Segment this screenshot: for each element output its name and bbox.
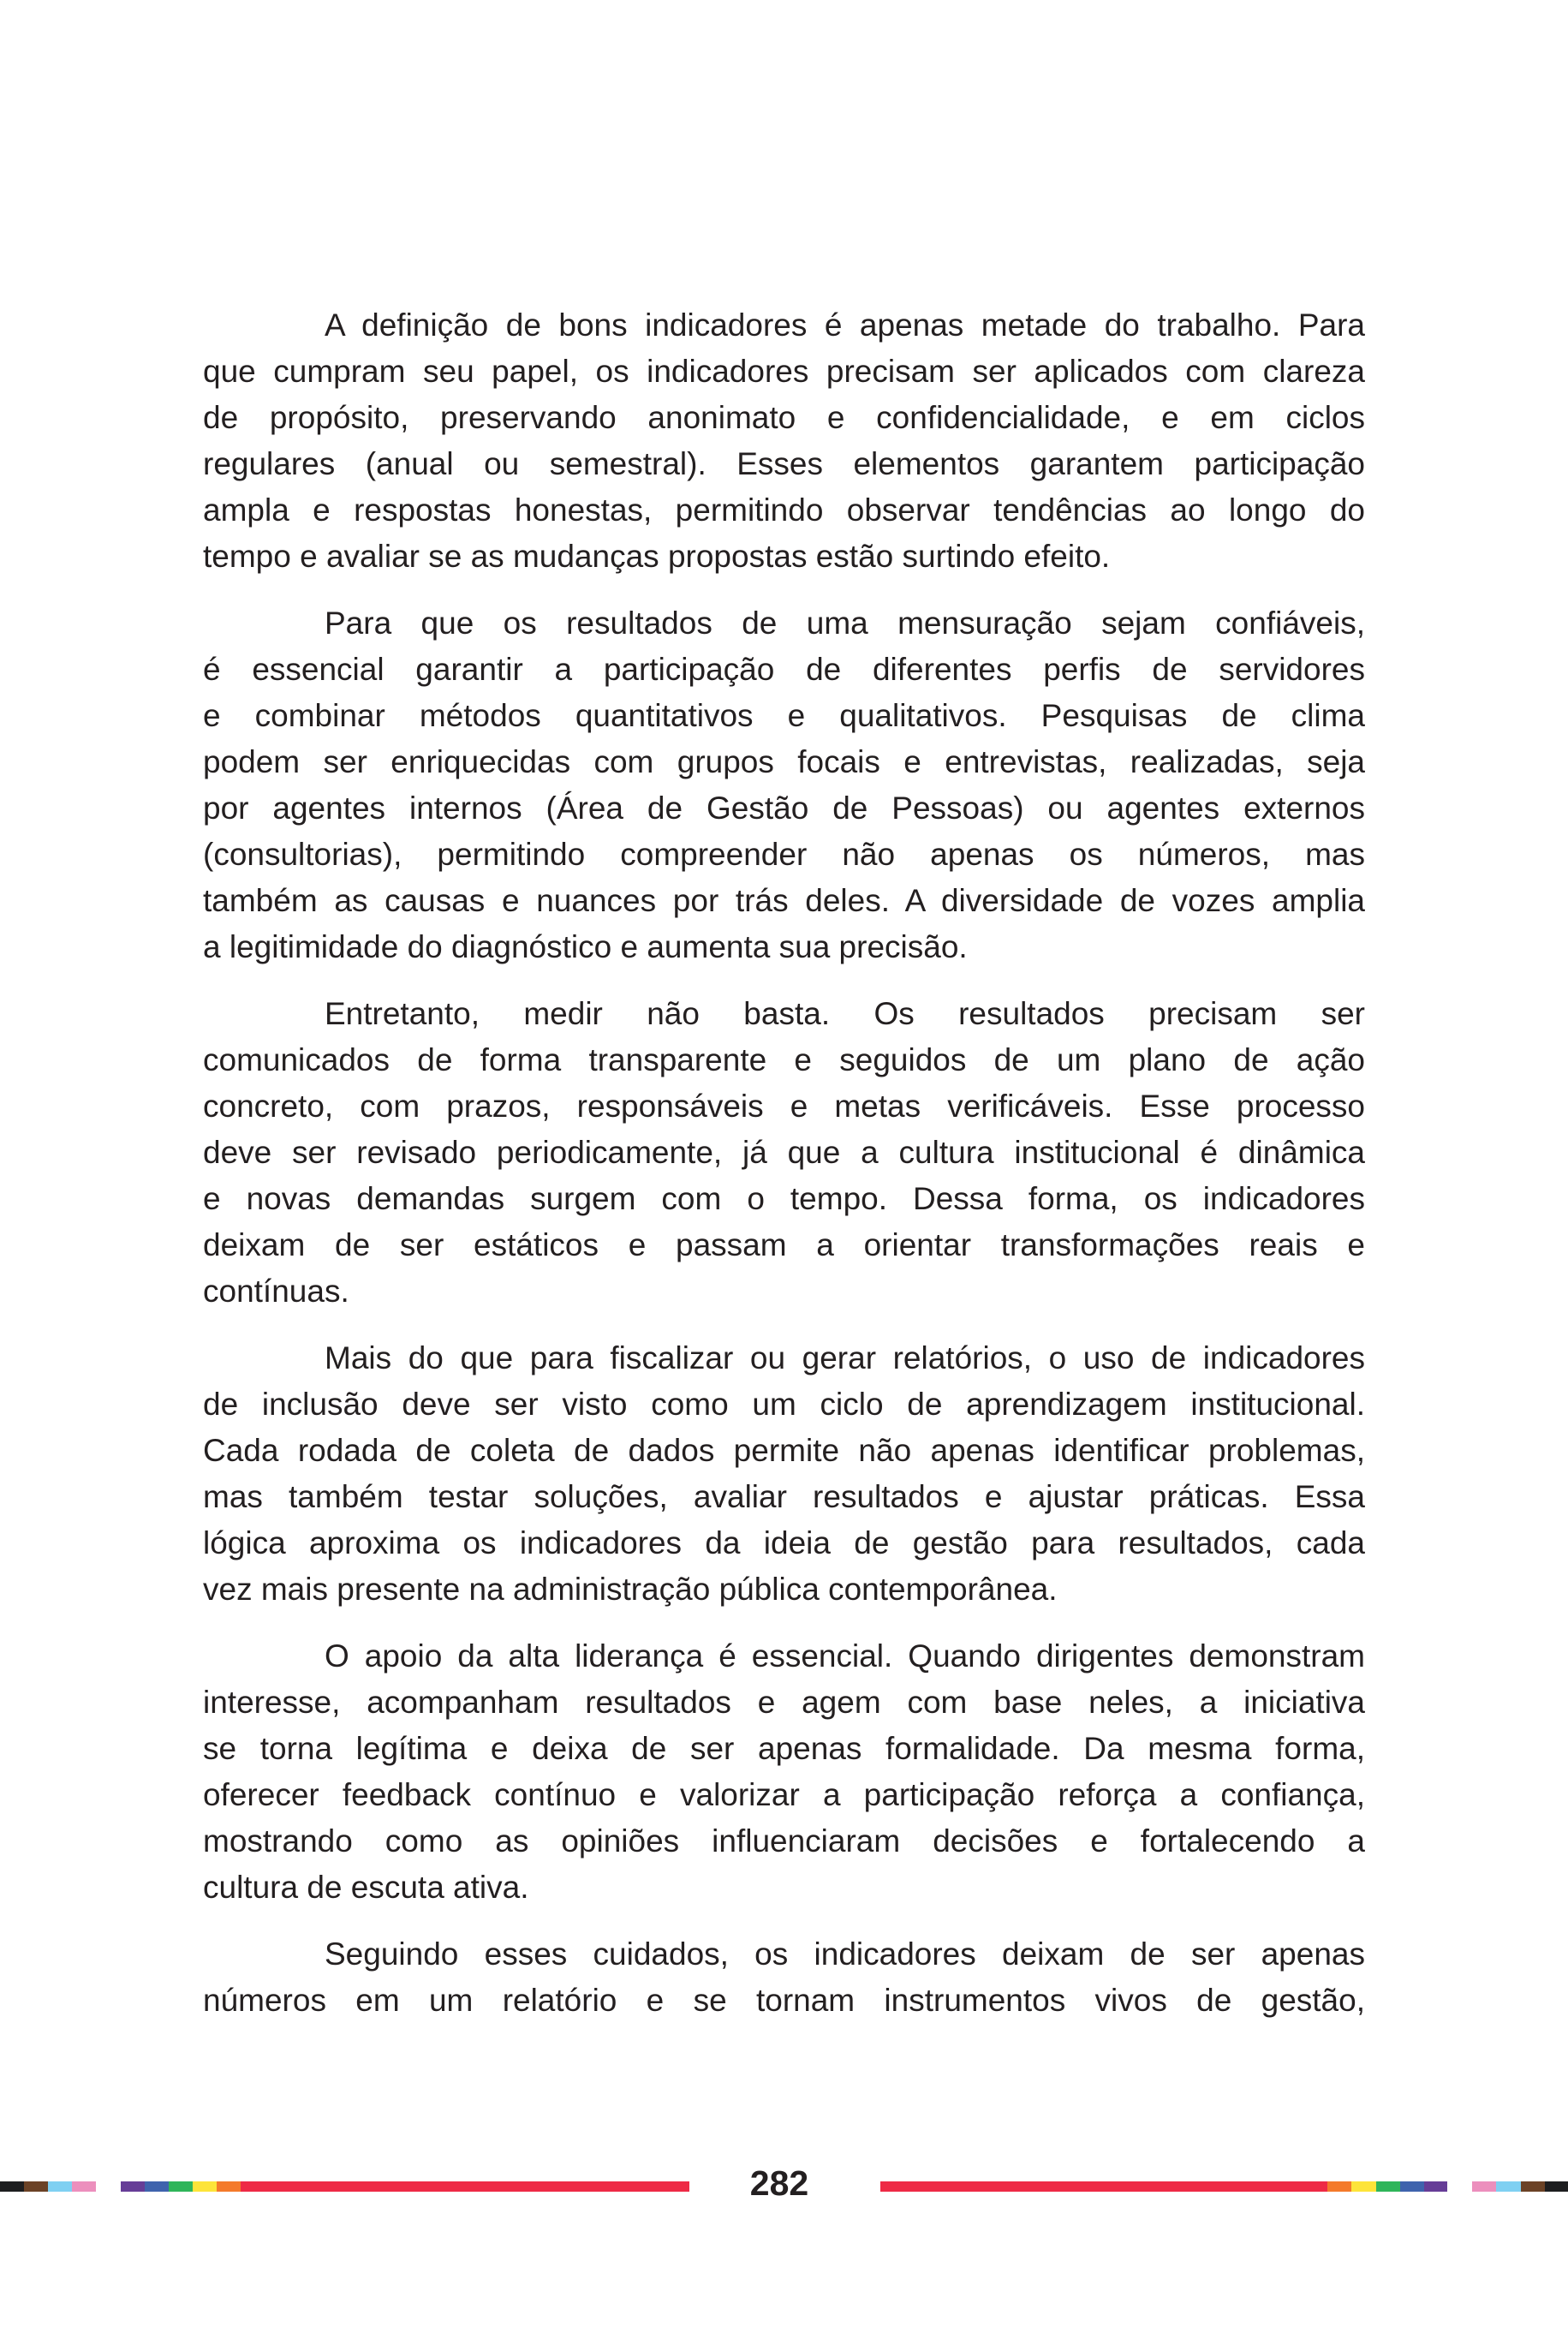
- text-line: e combinar métodos quantitativos e qualitativos. Pesquisas de clima: [203, 698, 1365, 733]
- text-line: Entretanto, medir não basta. Os resultados precisam ser: [325, 996, 1365, 1031]
- color-segment-yellow: [193, 2181, 217, 2192]
- color-segment-pink: [1472, 2181, 1496, 2192]
- text-line: regulares (anual ou semestral). Esses elementos garantem participação: [203, 446, 1365, 481]
- text-line: ampla e respostas honestas, permitindo observar tendências ao longo do: [203, 492, 1365, 528]
- color-segment-black: [0, 2181, 24, 2192]
- color-segment-purple: [1424, 2181, 1447, 2192]
- text-line: A definição de bons indicadores é apenas metade do trabalho. Para: [325, 307, 1365, 343]
- text-line: tempo e avaliar se as mudanças propostas estão surtindo efeito.: [203, 539, 1111, 574]
- color-segment-purple: [121, 2181, 145, 2192]
- paragraph-1: [203, 302, 1365, 580]
- color-segment-green: [169, 2181, 193, 2192]
- color-segment-pink: [72, 2181, 96, 2192]
- text-line: (consultorias), permitindo compreender não apenas os números, mas: [203, 837, 1365, 872]
- text-line: O apoio da alta liderança é essencial. Quando dirigentes demonstram: [325, 1638, 1365, 1674]
- paragraph-6: [203, 1931, 1365, 2024]
- text-line: por agentes internos (Área de Gestão de Pessoas) ou agentes externos: [203, 791, 1365, 826]
- footer-color-bar-right: [880, 2181, 1568, 2192]
- text-line: comunicados de forma transparente e seguidos de um plano de ação: [203, 1042, 1365, 1077]
- text-line: mas também testar soluções, avaliar resultados e ajustar práticas. Essa: [203, 1479, 1365, 1514]
- page-number: 282: [749, 2163, 809, 2203]
- color-segment-blue: [1400, 2181, 1424, 2192]
- text-line: de inclusão deve ser visto como um ciclo de aprendizagem institucional.: [203, 1387, 1365, 1422]
- text-line: mostrando como as opiniões influenciaram decisões e fortalecendo a: [203, 1823, 1365, 1859]
- color-segment-red: [880, 2181, 1327, 2192]
- text-line: de propósito, preservando anonimato e confidencialidade, e em ciclos: [203, 400, 1365, 435]
- text-line: Seguindo esses cuidados, os indicadores deixam de ser apenas: [325, 1936, 1365, 1972]
- text-line: Para que os resultados de uma mensuração sejam confiáveis,: [325, 606, 1365, 641]
- color-segment-yellow: [1351, 2181, 1376, 2192]
- text-line: números em um relatório e se tornam instrumentos vivos de gestão,: [203, 1983, 1365, 2018]
- color-segment-orange: [217, 2181, 241, 2192]
- color-segment-orange: [1327, 2181, 1351, 2192]
- text-line: contínuas.: [203, 1274, 349, 1309]
- color-segment-light-blue: [1496, 2181, 1521, 2192]
- text-line: lógica aproxima os indicadores da ideia de gestão para resultados, cada: [203, 1525, 1365, 1560]
- footer-color-bar-left: [0, 2181, 689, 2192]
- color-segment-black: [1545, 2181, 1568, 2192]
- color-segment-brown: [1521, 2181, 1545, 2192]
- text-line: a legitimidade do diagnóstico e aumenta sua precisão.: [203, 929, 968, 964]
- paragraph-3: [203, 991, 1365, 1315]
- text-line: também as causas e nuances por trás deles. A diversidade de vozes amplia: [203, 883, 1365, 918]
- text-line: cultura de escuta ativa.: [203, 1870, 529, 1905]
- text-line: se torna legítima e deixa de ser apenas formalidade. Da mesma forma,: [203, 1731, 1365, 1766]
- text-line: interesse, acompanham resultados e agem com base neles, a iniciativa: [203, 1685, 1365, 1720]
- text-line: deixam de ser estáticos e passam a orientar transformações reais e: [203, 1227, 1365, 1262]
- paragraph-2: [203, 600, 1365, 970]
- text-line: podem ser enriquecidas com grupos focais e entrevistas, realizadas, seja: [203, 744, 1365, 779]
- body-text: [203, 302, 1365, 2044]
- text-line: é essencial garantir a participação de diferentes perfis de servidores: [203, 652, 1365, 687]
- text-line: Cada rodada de coleta de dados permite não apenas identificar problemas,: [203, 1433, 1365, 1468]
- color-segment-brown: [24, 2181, 48, 2192]
- text-line: que cumpram seu papel, os indicadores precisam ser aplicados com clareza: [203, 354, 1365, 389]
- color-segment-red: [241, 2181, 689, 2192]
- text-line: concreto, com prazos, responsáveis e metas verificáveis. Esse processo: [203, 1089, 1365, 1124]
- text-line: e novas demandas surgem com o tempo. Dessa forma, os indicadores: [203, 1181, 1365, 1216]
- text-line: Mais do que para fiscalizar ou gerar relatórios, o uso de indicadores: [325, 1340, 1365, 1375]
- text-line: deve ser revisado periodicamente, já que a cultura institucional é dinâmica: [203, 1135, 1365, 1170]
- paragraph-4: [203, 1335, 1365, 1613]
- paragraph-5: [203, 1633, 1365, 1911]
- text-line: vez mais presente na administração pública contemporânea.: [203, 1572, 1058, 1607]
- color-segment-blue: [145, 2181, 169, 2192]
- color-segment-green: [1376, 2181, 1400, 2192]
- color-segment-light-blue: [48, 2181, 72, 2192]
- text-line: oferecer feedback contínuo e valorizar a participação reforça a confiança,: [203, 1777, 1365, 1812]
